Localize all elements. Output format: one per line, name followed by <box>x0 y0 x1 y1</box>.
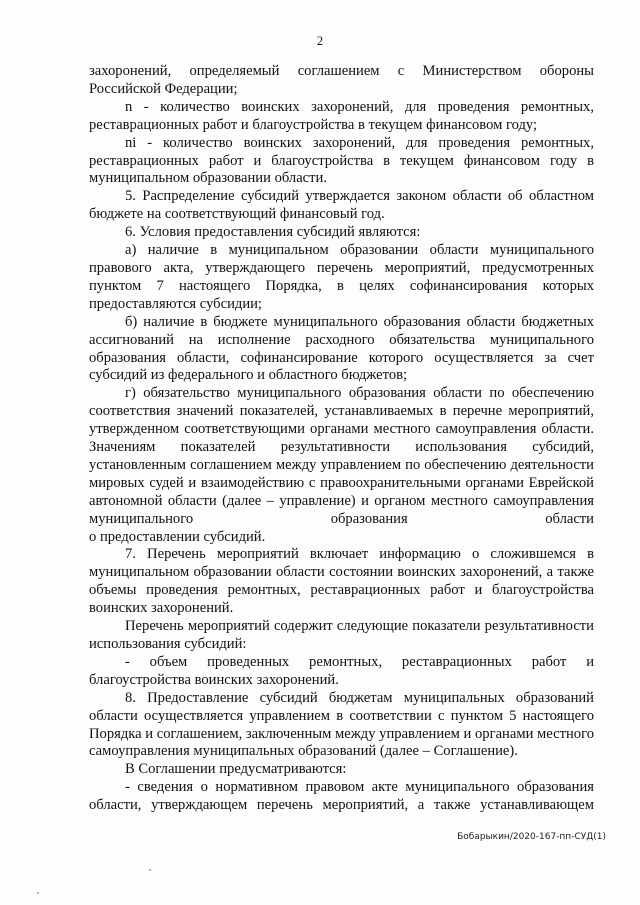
paragraph-indicators-intro: Перечень мероприятий содержит следующие показатели результативности использования субсидий: <box>89 618 594 652</box>
paragraph-item-6g: г) обязательство муниципального образования области по обеспечению соответствия значений показателей, устанавливаемых в перечне мероприятий, утвержденном соответствующими органами местного самоуправления области. Значениям показателей результативности использования субсидий, установленным соглашением между управлением по обеспечению деятельности мировых судей и взаимодействию с правоохранительными органами Еврейской автономной области (далее – управление) и органом местного самоуправления муниципального образования области <box>89 385 594 527</box>
document-body <box>89 63 594 815</box>
document-code: Бобарыкин/2020-167-пп-СУД(1) <box>457 832 606 842</box>
paragraph-item-5: 5. Распределение субсидий утверждается законом области об областном бюджете на соответствующий финансовый год. <box>89 188 594 223</box>
paragraph-indicator-volume: - объем проведенных ремонтных, реставрационных работ и благоустройства воинских захоронений. <box>89 653 594 688</box>
page-number: 2 <box>316 34 324 48</box>
paragraph-n-definition: n - количество воинских захоронений, для проведения ремонтных, реставрационных работ и благоустройства в текущем финансовом году; <box>89 98 594 133</box>
scan-speck <box>149 869 151 871</box>
paragraph-burials-definition-continued: захоронений, определяемый соглашением с Министерством обороны Российской Федерации; <box>89 63 594 97</box>
paragraph-item-7: 7. Перечень мероприятий включает информацию о сложившемся в муниципальном образовании области состоянии воинских захоронений, а также объемы проведения ремонтных, реставрационных работ и благоустройства воинских захоронений. <box>89 546 594 617</box>
paragraph-agreement-provisions: В Соглашении предусматриваются: <box>125 761 347 778</box>
paragraph-item-6b: б) наличие в бюджете муниципального образования области бюджетных ассигнований на исполнение расходного обязательства муниципального образования области, софинансирование которого осуществляется за счет субсидий из федерального и областного бюджетов; <box>89 313 594 384</box>
paragraph-item-6: 6. Условия предоставления субсидий являются: <box>125 224 421 241</box>
paragraph-item-6g-tail: о предоставлении субсидий. <box>89 528 266 545</box>
scan-speck <box>37 892 39 894</box>
paragraph-item-8: 8. Предоставление субсидий бюджетам муниципальных образований области осуществляется управлением в соответствии с пунктом 5 настоящего Порядка и соглашением, заключенным между управлением и органами местного самоуправления муниципальных образований (далее – Соглашение). <box>89 689 594 760</box>
paragraph-item-6a: а) наличие в муниципальном образовании области муниципального правового акта, утверждающего перечень мероприятий, предусмотренных пунктом 7 настоящего Порядка, в целях софинансирования которых предоставляются субсидии; <box>89 242 594 312</box>
paragraph-ni-definition: ni - количество воинских захоронений, для проведения ремонтных, реставрационных работ и благоустройства в текущем финансовом году в муниципальном образовании области. <box>89 134 594 187</box>
paragraph-agreement-info: - сведения о нормативном правовом акте муниципального образования области, утверждающем перечень мероприятий, а также устанавливающем <box>89 779 594 814</box>
